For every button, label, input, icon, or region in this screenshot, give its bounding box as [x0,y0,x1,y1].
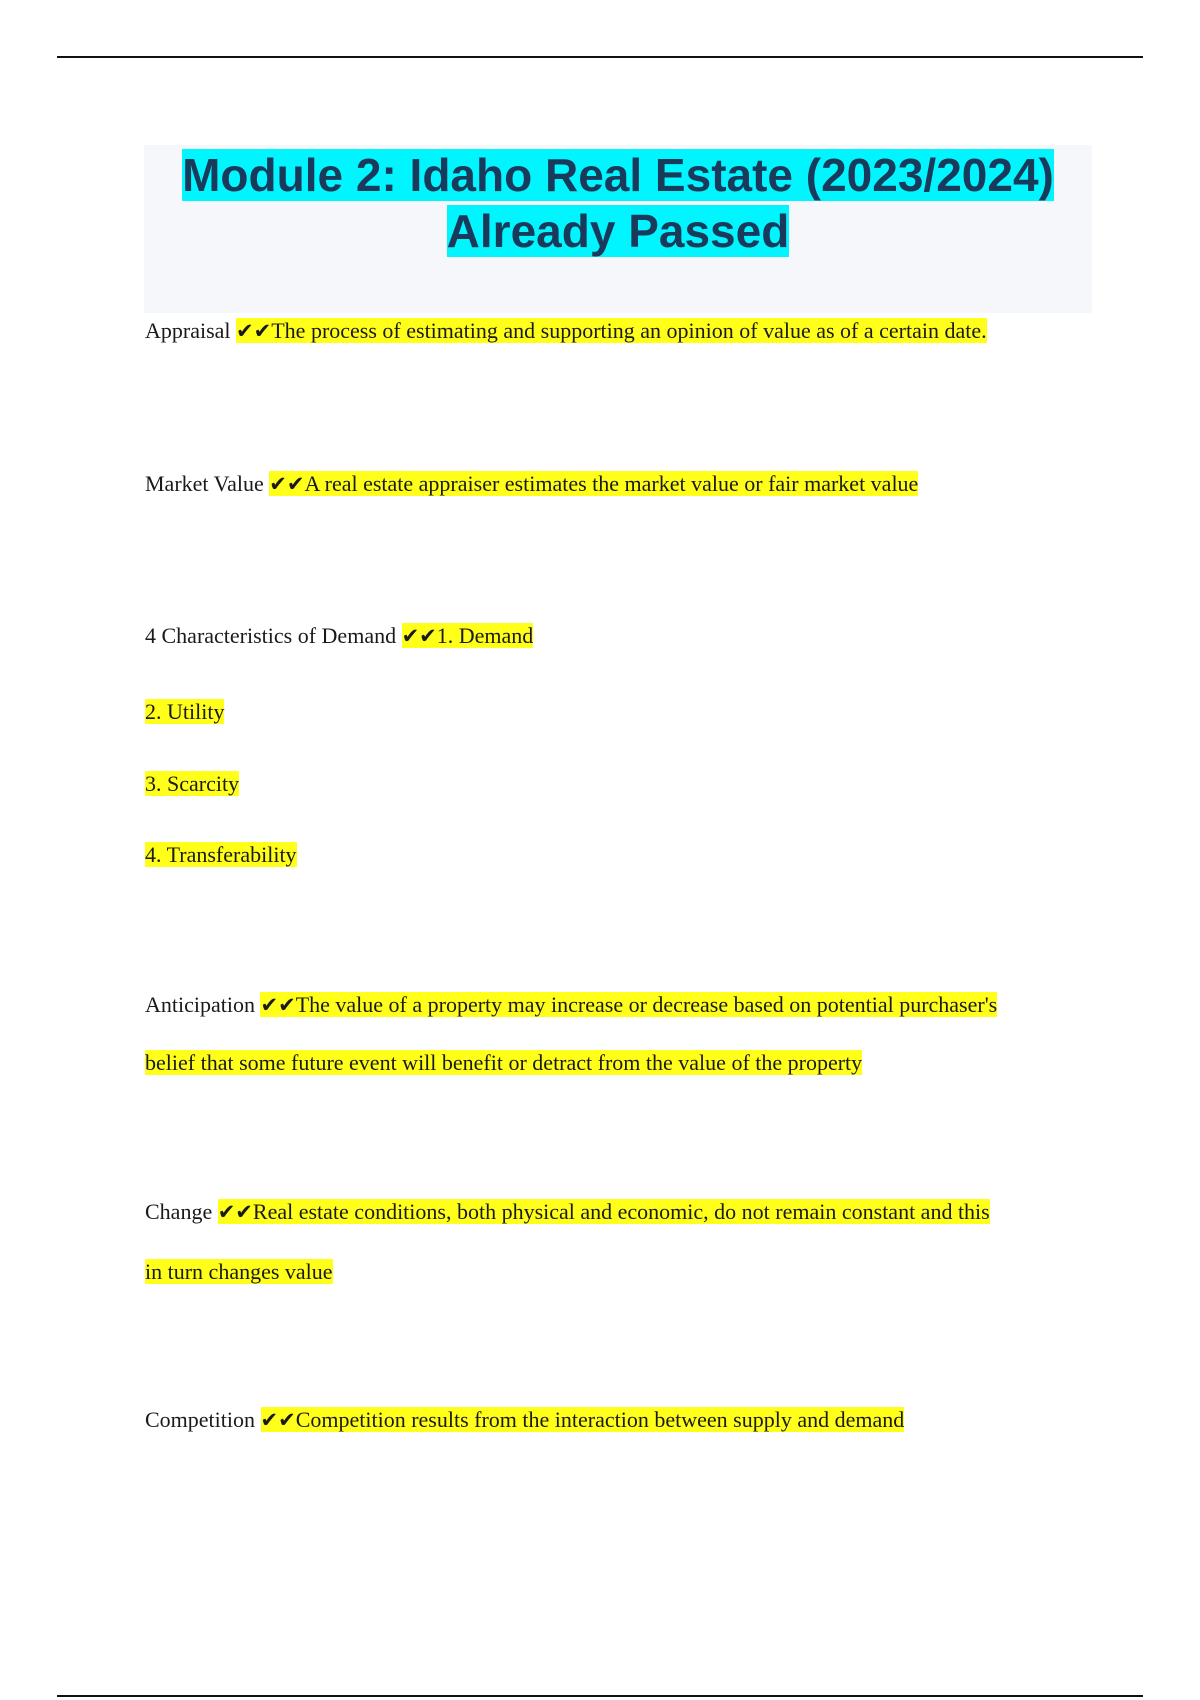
page-title [144,145,1092,259]
term-appraisal: Appraisal [145,318,231,343]
definition-market-value: ✔✔A real estate appraiser estimates the market value or fair market value [269,471,919,496]
check-icon: ✔✔ [236,319,272,343]
check-icon: ✔✔ [260,1408,296,1432]
top-rule [57,56,1143,58]
title-line-1: Module 2: Idaho Real Estate (2023/2024) [182,149,1054,201]
entry-market-value [145,469,918,499]
definition-anticipation-continued: belief that some future event will benefit or detract from the value of the property [145,1050,863,1075]
term-market-value: Market Value [145,471,264,496]
check-icon: ✔✔ [260,993,296,1017]
list-item-utility: 2. Utility [145,699,225,724]
term-change: Change [145,1199,213,1224]
term-anticipation: Anticipation [145,992,255,1017]
definition-characteristics-of-demand: ✔✔1. Demand [401,623,534,648]
list-item-scarcity: 3. Scarcity [145,771,240,796]
entry-appraisal [145,316,987,346]
check-icon: ✔✔ [217,1200,253,1224]
check-icon: ✔✔ [401,624,437,648]
bottom-rule [57,1695,1143,1697]
entry-competition [145,1405,904,1435]
list-item-transferability: 4. Transferability [145,842,297,867]
term-competition: Competition [145,1407,255,1432]
definition-change-continued: in turn changes value [145,1259,333,1284]
definition-change: ✔✔Real estate conditions, both physical and economic, do not remain constant and this [217,1199,990,1224]
definition-competition: ✔✔Competition results from the interaction between supply and demand [260,1407,905,1432]
term-characteristics-of-demand: 4 Characteristics of Demand [145,623,397,648]
definition-appraisal: ✔✔The process of estimating and supporting an opinion of value as of a certain date. [236,318,987,343]
title-box [144,145,1092,313]
entry-characteristics-of-demand [145,621,533,651]
definition-anticipation: ✔✔The value of a property may increase or decrease based on potential purchaser's [260,992,998,1017]
title-line-2: Already Passed [446,205,790,257]
entry-change [145,1197,990,1227]
check-icon: ✔✔ [269,472,305,496]
entry-anticipation [145,990,997,1020]
